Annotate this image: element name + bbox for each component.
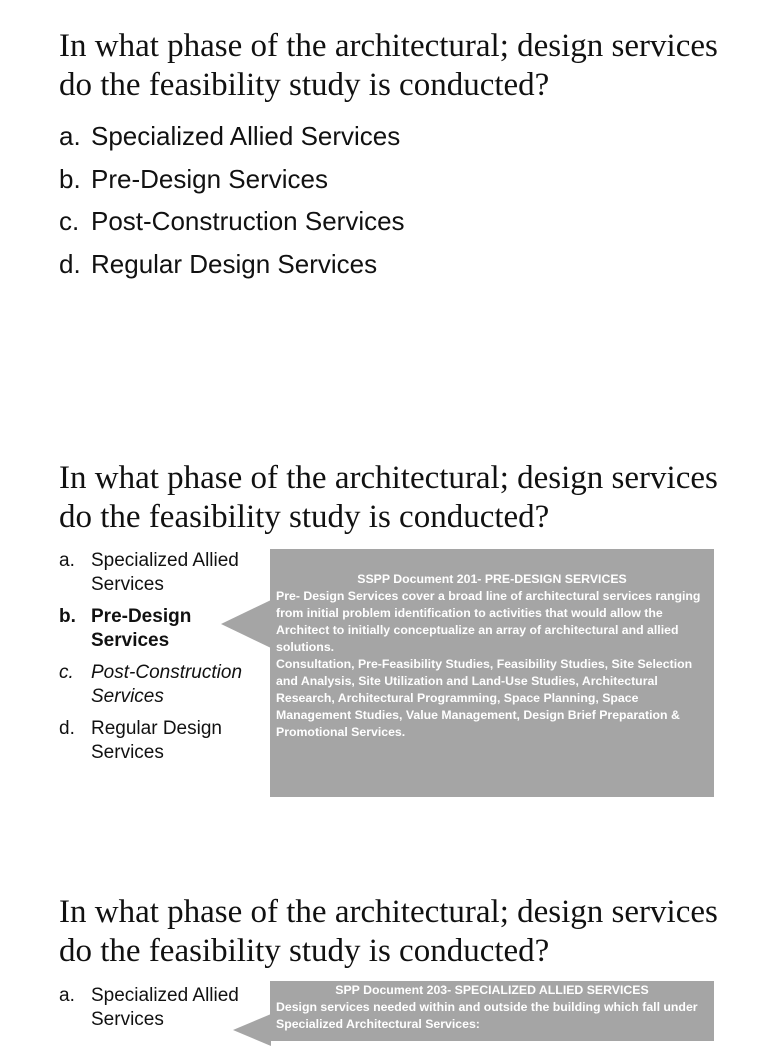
option-letter: b. [59,163,81,194]
option-letter: b. [59,606,76,627]
callout-paragraph: Pre- Design Services cover a broad line of architectural services ranging from initial problem identification to activities that would allow the Architect to initially conceptualize an array of architectural and allied solutions. [276,589,701,654]
option-text: Regular Design Services [91,248,378,279]
question-title-3: In what phase of the architectural; design services do the feasibility study is conducted? [59,894,718,969]
options-list-2 [59,549,266,773]
question-title-2: In what phase of the architectural; design services do the feasibility study is conducted? [59,460,718,535]
question-title-1: In what phase of the architectural; design services do the feasibility study is conducted? [59,28,718,103]
option-b [59,160,405,203]
option-text: Pre-Design Services [91,163,328,194]
option-letter: c. [59,206,80,236]
option-d [59,245,405,288]
option-letter: c. [59,662,74,683]
option-d [59,717,266,765]
option-a [59,549,266,597]
callout-pointer [221,600,271,648]
option-a [59,117,405,160]
option-text: Pre-Design Services [91,606,192,651]
callout-pointer [233,1014,271,1046]
callout-title: SPP Document 203- SPECIALIZED ALLIED SERVICES [335,983,649,997]
option-text: Specialized Allied Services [91,121,401,151]
callout-paragraph: Design services needed within and outside the building which fall under Specialized Architectural Services: [276,1000,698,1031]
callout-box-specialized [270,981,714,1041]
option-letter: a. [59,121,81,151]
option-c [59,661,266,709]
options-list-1 [59,117,405,287]
option-letter: a. [59,985,75,1006]
option-text: Post-Construction Services [91,662,243,707]
callout-title: SSPP Document 201- PRE-DESIGN SERVICES [357,572,627,586]
callout-paragraph: Consultation, Pre-Feasibility Studies, Feasibility Studies, Site Selection and Analysis, Site Utilization and Land-Use Studies, Architectural Research, Architectural Programming, Space Planning, Space Management Studies, Value Management, Design Brief Preparation & Promotional Services. [276,657,693,739]
option-c [59,202,405,245]
option-text: Post-Construction Services [91,206,405,236]
option-letter: d. [59,248,81,279]
callout-box-predesign [270,549,714,797]
option-text: Regular Design Services [91,718,222,763]
option-text: Specialized Allied Services [91,985,239,1030]
option-text: Specialized Allied Services [91,550,239,595]
option-letter: d. [59,718,75,739]
option-letter: a. [59,550,75,571]
